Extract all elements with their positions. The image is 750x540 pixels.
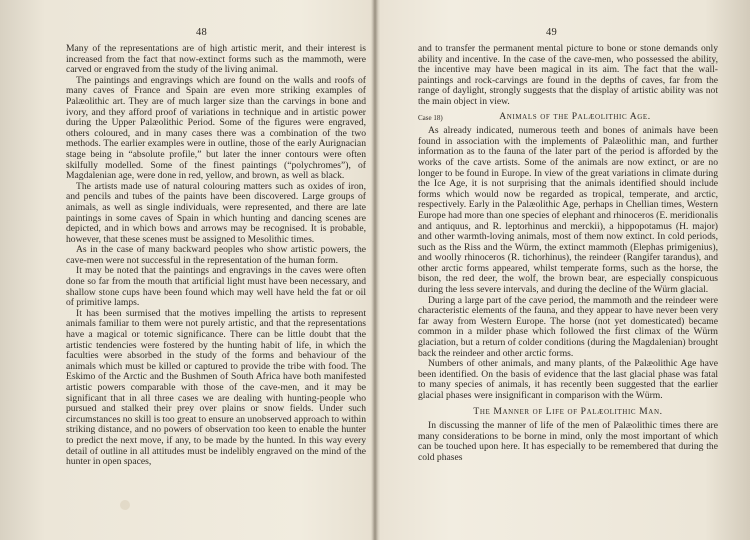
page-number: 48 [196,27,208,38]
left-page-body [66,44,366,468]
paragraph: It has been surmised that the motives impelling the artists to represent animals familiar to them were not purely artistic, and that the representations have a magical or totemic significance. There can be little doubt that the artistic tendencies were fostered by the hunting habit of life, in which the faculties were absorbed in the study of the forms and behaviour of the animals which must be killed or captured to provide the tribe with food. The Eskimo of the Arctic and the Bushmen of South Africa have both manifested artistic powers comparable with those of the cave-men, and it may be significant that in all three cases we are dealing with hunting-people who pursued and stalked their prey over plains or snow fields. Under such circumstances no skill is too great to ensure an unobserved approach to within striking distance, and no powers of observation too keen to enable the hunter to predict the next move, if any, to be made by the hunted. In this way every detail of outline in all attitudes must be indelibly engraved on the mind of the hunter in open spaces, [66,307,366,468]
paragraph: and to transfer the permanent mental picture to bone or stone demands only ability and incentive. In the case of the cave-men, who possessed the ability, the incentive may have been magical in its aim. The fact that the wall-paintings and rock-carvings are found in the depths of caves, far from the range of daylight, strongly suggests that the display of artistic ability was not the main object in view. [418,43,718,107]
paragraph: As already indicated, numerous teeth and bones of animals have been found in association with the implements of Palæolithic man, and further information as to the fauna of the later part of the period is afforded by the works of the cave artists. Some of the animals are now extinct, or are no longer to be found in Europe. In view of the great variations in climate during the Ice Age, it is not surprising that the animals identified should include forms which would now be regarded as tropical, temperate, and arctic, respectively. Early in the Palæolithic Age, perhaps in Chellian times, Western Europe had more than one species of elephant and rhinoceros (E. meridionalis and antiquus, and R. leptorhinus and merckii), a hippopotamus (H. major) and other warmth-loving animals, most of them now extinct. In cold periods, such as the Riss and the Würm, the extinct mammoth (Elephas primigenius), and woolly rhinoceros (R. tichorhinus), the reindeer (Rangifer tarandus), and other arctic forms appeared, whilst temperate forms, such as the horse, the bison, the red deer, the wolf, the brown bear, are especially conspicuous during the less severe intervals, and during the decline of the Würm glacial. [418,125,718,296]
page-number: 49 [546,27,558,38]
section-heading [418,112,718,123]
case-label: Case 18) [418,113,443,122]
section-title: The Manner of Life of Palæolithic Man. [473,405,663,417]
paragraph: It may be noted that the paintings and engravings in the caves were often done so far from the mouth that artificial light must have been necessary, and shallow stone cups have been found which may well have held the fat or oil of primitive lamps. [66,265,366,309]
right-page-body [418,44,718,464]
paragraph: During a large part of the cave period, the mammoth and the reindeer were characteristic elements of the fauna, and they appear to have never been very far away from Western Europe. The horse (not yet domesticated) became common in a milder phase which followed the first climax of the Würm glaciation, but a return of colder conditions (during the Magdalenian) brought back the reindeer and other arctic forms. [418,294,718,359]
paragraph: The paintings and engravings which are found on the walls and roofs of many caves of France and Spain are even more striking examples of Palæolithic art. They are of much larger size than the carvings in bone and ivory, and they afford proof of variations in technique and in artistic power during the Upper Palæolithic Period. Some of the figures were engraved, others coloured, and in many cases there was a combination of the two methods. The earlier examples were in outline, those of the early Aurignacian stage being in “absolute profile,” but later the inner contours were often skilfully modelled. Some of the finest paintings (“polychromes”), of Magdalenian age, were done in red, yellow, and brown, as well as black. [66,74,366,182]
section-title: Animals of the Palæolithic Age. [499,110,651,122]
paragraph: Many of the representations are of high artistic merit, and their interest is increased from the fact that now-extinct forms such as the mammoth, were carved or engraved from the study of the living animal. [66,43,366,76]
right-page [375,0,750,540]
paragraph: The artists made use of natural colouring matters such as oxides of iron, and pencils and tubes of the paints have been discovered. Large groups of animals, as well as single individuals, were represented, and there are late paintings in some caves of Spain in which hunting and dancing scenes are depicted, and in which bows and arrows may be recognised. It is probable, however, that these scenes must be assigned to Mesolithic times. [66,180,366,245]
paragraph: As in the case of many backward peoples who show artistic powers, the cave-men were not successful in the representation of the human form. [66,244,366,266]
paragraph: In discussing the manner of life of the men of Palæolithic times there are many considerations to be borne in mind, only the most important of which can be touched upon here. It has especially to be remembered that during the cold phases [418,420,718,463]
paragraph: Numbers of other animals, and many plants, of the Palæolithic Age have been identified. On the basis of evidence that the last glacial phase was fatal to many species of animals, it has recently been suggested that the earlier glacial phases were insignificant in comparison with the Würm. [418,358,718,401]
